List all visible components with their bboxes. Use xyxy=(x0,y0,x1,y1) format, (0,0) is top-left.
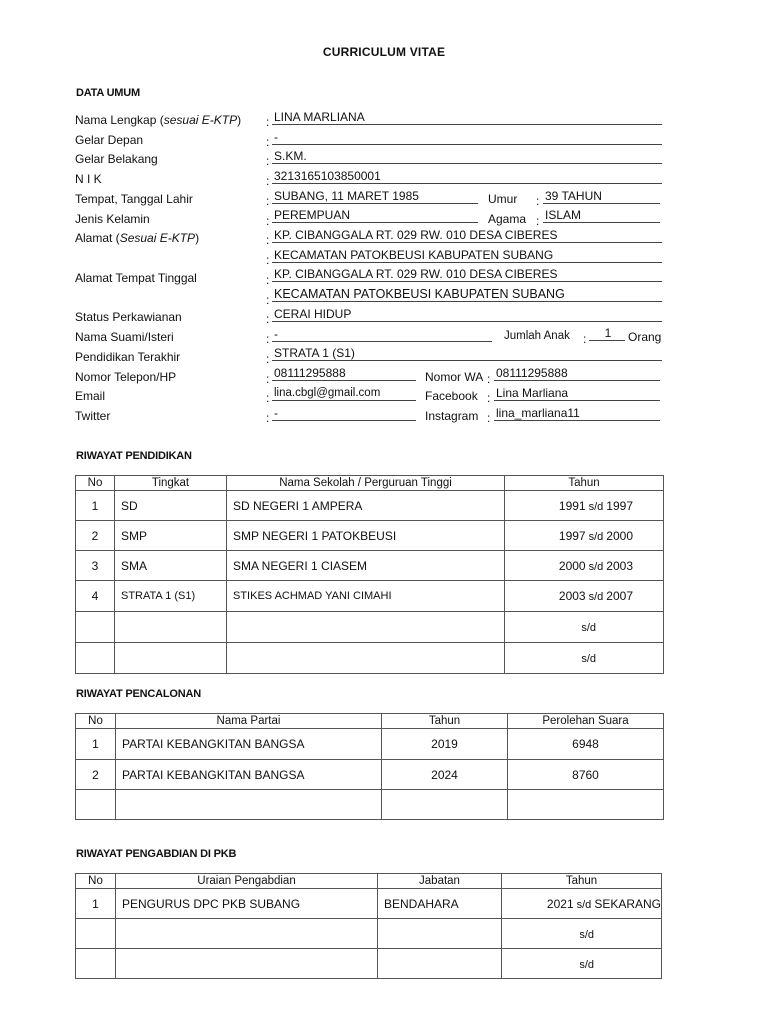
colon: : xyxy=(266,214,270,228)
cell-tingkat: SD xyxy=(115,491,227,521)
cell-tahun: 2003 s/d 2007 xyxy=(505,581,664,612)
label-gelar-belakang: Gelar Belakang xyxy=(75,152,158,166)
label-ttl: Tempat, Tanggal Lahir xyxy=(75,192,193,206)
colon: : xyxy=(487,391,491,405)
table-row xyxy=(76,521,664,551)
cell-tahun: 2021 s/d SEKARANG xyxy=(502,889,662,919)
colon: : xyxy=(266,233,270,247)
table-row xyxy=(76,760,664,790)
field-gelar-belakang: S.KM. xyxy=(272,149,662,164)
col-header: Nama Partai xyxy=(116,714,382,729)
field-agama: ISLAM xyxy=(543,208,660,223)
colon: : xyxy=(583,332,587,346)
field-ttl: SUBANG, 11 MARET 1985 xyxy=(272,189,478,204)
cell-no: 2 xyxy=(76,760,116,790)
cell-nama-sekolah: SMA NEGERI 1 CIASEM xyxy=(227,551,505,581)
colon: : xyxy=(266,372,270,386)
label-telepon: Nomor Telepon/HP xyxy=(75,370,177,384)
field-umur: 39 TAHUN xyxy=(543,189,660,204)
cell-no xyxy=(76,643,115,674)
cell-tingkat: SMA xyxy=(115,551,227,581)
col-header: Nama Sekolah / Perguruan Tinggi xyxy=(227,476,505,491)
cell-no: 1 xyxy=(76,491,115,521)
label-jumlah-anak: Jumlah Anak xyxy=(504,330,570,342)
cell-uraian xyxy=(116,949,378,979)
section-heading-pencalonan: RIWAYAT PENCALONAN xyxy=(76,688,201,700)
table-row xyxy=(76,729,664,760)
cell-nama-partai: PARTAI KEBANGKITAN BANGSA xyxy=(116,760,382,790)
cell-tahun: 2019 xyxy=(382,729,508,760)
field-nik: 3213165103850001 xyxy=(272,169,662,184)
cell-nama-sekolah xyxy=(227,643,505,674)
cell-tingkat: SMP xyxy=(115,521,227,551)
label-nama: Nama Lengkap (sesuai E-KTP) xyxy=(75,113,242,127)
cell-tingkat: STRATA 1 (S1) xyxy=(115,581,227,612)
col-header: Tahun xyxy=(502,874,662,889)
cell-no xyxy=(76,949,116,979)
colon: : xyxy=(266,154,270,168)
table-row xyxy=(76,949,662,979)
field-instagram: lina_marliana11 xyxy=(494,406,660,421)
cell-no: 1 xyxy=(76,729,116,760)
field-jumlah-anak: 1 xyxy=(589,326,625,341)
col-header: Jabatan xyxy=(378,874,502,889)
cell-perolehan-suara: 8760 xyxy=(508,760,664,790)
cell-tahun: s/d xyxy=(505,643,664,674)
col-header: No xyxy=(76,874,116,889)
colon: : xyxy=(266,352,270,366)
label-orang: Orang xyxy=(628,330,662,344)
document-title: CURRICULUM VITAE xyxy=(322,45,446,59)
field-suami-isteri: - xyxy=(272,327,492,342)
cell-jabatan: BENDAHARA xyxy=(378,889,502,919)
cell-no xyxy=(76,790,116,820)
col-header: Uraian Pengabdian xyxy=(116,874,378,889)
field-alamat-tinggal-1: KP. CIBANGGALA RT. 029 RW. 010 DESA CIBERES xyxy=(272,267,662,282)
colon: : xyxy=(487,411,491,425)
colon: : xyxy=(536,194,540,208)
table-row xyxy=(76,612,664,643)
colon: : xyxy=(266,135,270,149)
table-row xyxy=(76,790,664,820)
field-jenis-kelamin: PEREMPUAN xyxy=(272,208,478,223)
cell-perolehan-suara: 6948 xyxy=(508,729,664,760)
label-facebook: Facebook xyxy=(425,389,478,403)
cell-no: 3 xyxy=(76,551,115,581)
label-alamat-ktp: Alamat (Sesuai E-KTP) xyxy=(75,231,200,245)
cell-nama-sekolah: SMP NEGERI 1 PATOKBEUSI xyxy=(227,521,505,551)
cell-tingkat xyxy=(115,612,227,643)
cell-tahun: 1997 s/d 2000 xyxy=(505,521,664,551)
label-email: Email xyxy=(75,389,106,403)
field-telepon: 08111295888 xyxy=(272,366,416,381)
label-instagram: Instagram xyxy=(425,409,479,423)
label-status: Status Perkawianan xyxy=(75,310,182,324)
cell-uraian xyxy=(116,919,378,949)
cell-no xyxy=(76,612,115,643)
colon: : xyxy=(487,372,491,386)
field-pendidikan-terakhir: STRATA 1 (S1) xyxy=(272,346,662,361)
colon: : xyxy=(266,332,270,346)
field-email: lina.cbgl@gmail.com xyxy=(272,386,416,401)
label-jenis-kelamin: Jenis Kelamin xyxy=(75,212,150,226)
cell-no: 1 xyxy=(76,889,116,919)
cell-no: 4 xyxy=(76,581,115,612)
cell-tingkat xyxy=(115,643,227,674)
table-pendidikan xyxy=(75,475,664,674)
label-nomor-wa: Nomor WA xyxy=(425,370,484,384)
table-row xyxy=(76,643,664,674)
colon: : xyxy=(266,194,270,208)
cell-nama-sekolah: SD NEGERI 1 AMPERA xyxy=(227,491,505,521)
cell-nama-partai xyxy=(116,790,382,820)
cell-uraian: PENGURUS DPC PKB SUBANG xyxy=(116,889,378,919)
cell-tahun: s/d xyxy=(505,612,664,643)
field-nomor-wa: 08111295888 xyxy=(494,366,660,381)
cell-tahun: s/d xyxy=(502,949,662,979)
field-facebook: Lina Marliana xyxy=(494,386,660,401)
cell-no: 2 xyxy=(76,521,115,551)
colon: : xyxy=(266,273,270,287)
cell-jabatan xyxy=(378,949,502,979)
section-heading-pendidikan: RIWAYAT PENDIDIKAN xyxy=(76,450,192,462)
colon: : xyxy=(266,391,270,405)
cell-nama-sekolah: STIKES ACHMAD YANI CIMAHI xyxy=(227,581,505,612)
col-header: Perolehan Suara xyxy=(508,714,664,729)
cell-tahun xyxy=(382,790,508,820)
section-heading-data-umum: DATA UMUM xyxy=(76,87,140,99)
field-alamat-ktp-2: KECAMATAN PATOKBEUSI KABUPATEN SUBANG xyxy=(272,248,662,263)
field-alamat-tinggal-2: KECAMATAN PATOKBEUSI KABUPATEN SUBANG xyxy=(272,287,662,302)
colon: : xyxy=(266,312,270,326)
cell-perolehan-suara xyxy=(508,790,664,820)
label-alamat-tinggal: Alamat Tempat Tinggal xyxy=(75,271,197,285)
cell-nama-partai: PARTAI KEBANGKITAN BANGSA xyxy=(116,729,382,760)
section-heading-pengabdian: RIWAYAT PENGABDIAN DI PKB xyxy=(76,848,237,860)
label-nik: N I K xyxy=(75,172,102,186)
field-status: CERAI HIDUP xyxy=(272,307,662,322)
table-pencalonan xyxy=(75,713,664,820)
cell-tahun: 2000 s/d 2003 xyxy=(505,551,664,581)
table-row xyxy=(76,889,662,919)
col-header: No xyxy=(76,714,116,729)
field-nama: LINA MARLIANA xyxy=(272,110,662,125)
field-alamat-ktp-1: KP. CIBANGGALA RT. 029 RW. 010 DESA CIBERES xyxy=(272,228,662,243)
table-row xyxy=(76,551,664,581)
colon: : xyxy=(266,293,270,307)
table-row xyxy=(76,919,662,949)
col-header: No xyxy=(76,476,115,491)
field-twitter: - xyxy=(272,406,416,421)
cell-tahun: s/d xyxy=(502,919,662,949)
col-header: Tingkat xyxy=(115,476,227,491)
label-agama: Agama xyxy=(488,212,527,226)
colon: : xyxy=(266,411,270,425)
field-gelar-depan: - xyxy=(272,130,662,145)
cell-nama-sekolah xyxy=(227,612,505,643)
colon: : xyxy=(266,115,270,129)
cell-jabatan xyxy=(378,919,502,949)
label-twitter: Twitter xyxy=(75,409,111,423)
label-suami-isteri: Nama Suami/Isteri xyxy=(75,330,174,344)
label-umur: Umur xyxy=(488,192,518,206)
colon: : xyxy=(266,253,270,267)
cell-tahun: 2024 xyxy=(382,760,508,790)
colon: : xyxy=(536,214,540,228)
cell-no xyxy=(76,919,116,949)
label-gelar-depan: Gelar Depan xyxy=(75,133,144,147)
table-row xyxy=(76,581,664,612)
col-header: Tahun xyxy=(505,476,664,491)
colon: : xyxy=(266,174,270,188)
cell-tahun: 1991 s/d 1997 xyxy=(505,491,664,521)
col-header: Tahun xyxy=(382,714,508,729)
label-pendidikan-terakhir: Pendidikan Terakhir xyxy=(75,350,181,364)
table-row xyxy=(76,491,664,521)
table-pengabdian xyxy=(75,873,662,979)
